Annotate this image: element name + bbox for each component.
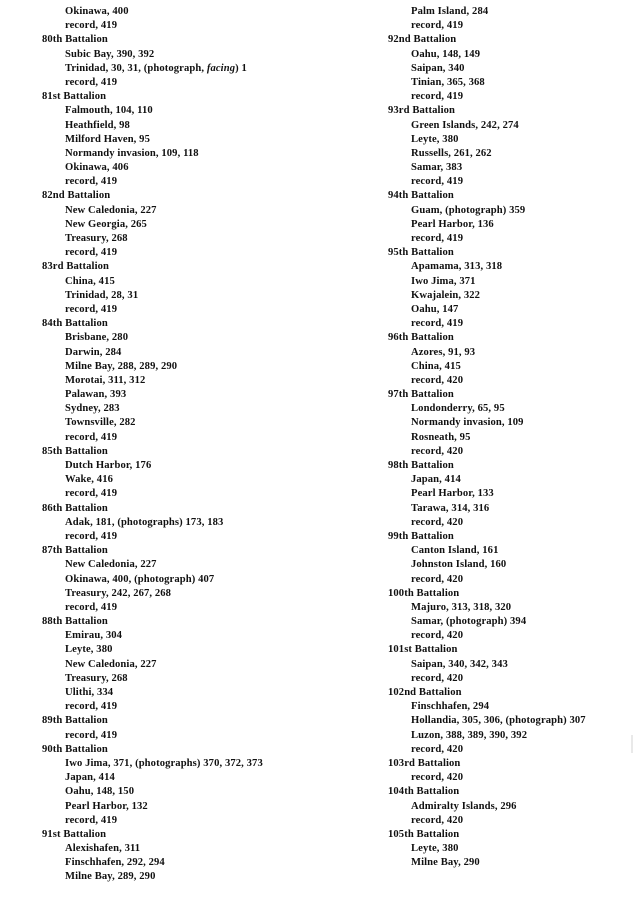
entry-text: Kwajalein, 322 [411,289,481,301]
entry-text: record, 419 [65,488,118,500]
entry-text: Admiralty Islands, 296 [411,800,517,812]
index-entry [388,5,640,19]
entry-text: Palm Island, 284 [411,6,489,17]
entry-text: Hollandia, 305, 306, (photograph) 307 [411,715,586,727]
entry-text: Brisbane, 280 [65,332,129,344]
entry-text: Dutch Harbor, 176 [65,460,152,471]
index-heading [388,587,640,601]
index-entry [42,686,342,700]
index-entry [42,587,342,601]
entry-text: 83rd Battalion [42,261,110,273]
index-entry [42,402,342,416]
entry-text: 81st Battalion [42,91,107,103]
index-entry [388,19,640,33]
index-entry [388,729,640,743]
index-entry [42,416,342,430]
index-heading [42,445,342,459]
entry-text: New Caledonia, 227 [65,658,157,670]
index-entry [388,502,640,516]
entry-text: Milford Haven, 95 [65,133,150,145]
index-entry [388,487,640,501]
index-entry [388,573,640,587]
entry-text: record, 419 [65,176,118,188]
entry-text: Milne Bay, 289, 290 [65,871,156,883]
index-entry [42,729,342,743]
index-heading [42,260,342,274]
entry-text: New Caledonia, 227 [65,204,157,216]
entry-text: Samar, (photograph) 394 [411,616,527,628]
entry-text: Milne Bay, 290 [411,857,480,869]
entry-text: Johnston Island, 160 [411,559,507,571]
entry-text: China, 415 [65,275,115,287]
index-entry [388,346,640,360]
entry-text: 101st Battalion [388,644,458,656]
entry-text: record, 420 [411,573,464,585]
entry-text: 103rd Battalion [388,757,461,769]
index-entry [388,473,640,487]
entry-text: record, 420 [411,672,464,684]
entry-text: 86th Battalion [42,502,108,514]
entry-text: record, 419 [65,247,118,259]
entry-text: record, 420 [411,445,464,457]
index-entry [388,62,640,76]
entry-text: 98th Battalion [388,460,454,471]
index-entry [388,629,640,643]
entry-text: Okinawa, 406 [65,162,129,174]
index-entry [42,147,342,161]
index-entry [42,870,342,884]
index-entry [42,757,342,771]
entry-text: record, 419 [411,176,464,188]
entry-text: Rosneath, 95 [411,431,471,443]
index-entry [42,658,342,672]
entry-text: Morotai, 311, 312 [65,374,146,386]
index-heading [42,714,342,728]
index-heading [388,530,640,544]
index-entry [388,260,640,274]
entry-text: Tarawa, 314, 316 [411,502,490,514]
index-entry [388,218,640,232]
index-entry [42,573,342,587]
index-heading [42,90,342,104]
entry-text: record, 420 [411,814,464,826]
index-entry [42,601,342,615]
entry-text: Pearl Harbor, 136 [411,218,494,230]
index-entry [388,658,640,672]
entry-text: 102nd Battalion [388,687,462,698]
entry-text: Iwo Jima, 371, (photographs) 370, 372, 373 [65,757,263,769]
index-entry [388,204,640,218]
index-entry [42,104,342,118]
index-entry [42,303,342,317]
entry-text: record, 420 [411,516,464,528]
index-entry [388,771,640,785]
index-entry [42,431,342,445]
entry-text: 91st Battalion [42,828,107,840]
entry-text: Emirau, 304 [65,630,123,642]
entry-text: Guam, (photograph) 359 [411,204,526,216]
index-heading [42,828,342,842]
index-entry [388,856,640,870]
index-entry [42,388,342,402]
index-entry [388,445,640,459]
index-entry [388,402,640,416]
entry-text: 94th Battalion [388,190,454,202]
entry-text: Treasury, 268 [65,233,128,244]
entry-text: 100th Battalion [388,587,460,599]
index-entry [388,516,640,530]
entry-text: Milne Bay, 288, 289, 290 [65,360,178,372]
entry-text: Treasury, 268 [65,672,128,684]
entry-text: New Caledonia, 227 [65,559,157,571]
index-entry [42,275,342,289]
entry-text: record, 419 [411,91,464,103]
index-heading [388,246,640,260]
index-heading [388,686,640,700]
index-heading [388,757,640,771]
index-entry [388,544,640,558]
index-entry [42,459,342,473]
scan-edge-mark [630,735,636,753]
entry-text: Apamama, 313, 318 [411,261,503,273]
index-entry [42,374,342,388]
entry-text: Samar, 383 [411,162,463,174]
index-entry [42,643,342,657]
entry-text: Subic Bay, 390, 392 [65,48,155,60]
index-entry [42,161,342,175]
entry-text: Leyte, 380 [411,843,459,855]
entry-text: Canton Island, 161 [411,545,499,557]
index-entry [42,232,342,246]
entry-text: Iwo Jima, 371 [411,275,476,287]
index-entry [388,416,640,430]
entry-text: Heathfield, 98 [65,119,130,131]
entry-text: record, 419 [411,318,464,330]
entry-text: Leyte, 380 [411,133,459,145]
index-entry [42,331,342,345]
index-entry [388,133,640,147]
index-entry [388,48,640,62]
entry-text: Green Islands, 242, 274 [411,119,519,131]
index-heading [42,743,342,757]
index-entry [42,672,342,686]
entry-text: record, 419 [65,303,118,315]
entry-text: record, 419 [65,601,118,613]
entry-text: 87th Battalion [42,545,108,557]
entry-text: Russells, 261, 262 [411,147,492,159]
entry-text: 105th Battalion [388,828,460,840]
index-entry [42,785,342,799]
index-entry [388,119,640,133]
index-entry [42,856,342,870]
entry-text: New Georgia, 265 [65,218,147,230]
index-column-left [42,5,342,885]
index-entry [388,90,640,104]
entry-text: Normandy invasion, 109, 118 [65,147,199,159]
index-entry [42,842,342,856]
entry-text: Normandy invasion, 109 [411,417,524,429]
index-entry [42,473,342,487]
index-entry [388,374,640,388]
entry-text: record, 419 [65,431,118,443]
entry-text: record, 419 [65,701,118,713]
entry-text: Treasury, 242, 267, 268 [65,587,172,599]
entry-text: Luzon, 388, 389, 390, 392 [411,729,528,741]
index-entry [388,303,640,317]
entry-text: 85th Battalion [42,445,108,457]
index-heading [388,104,640,118]
index-entry [388,601,640,615]
index-heading [42,33,342,47]
entry-text: record, 420 [411,630,464,642]
entry-text: record, 419 [65,530,118,542]
entry-text: 90th Battalion [42,743,108,755]
entry-text: record, 420 [411,374,464,386]
entry-text: 92nd Battalion [388,34,457,46]
entry-text: Okinawa, 400, (photograph) 407 [65,573,215,585]
index-entry [388,317,640,331]
entry-text: Japan, 414 [411,474,461,486]
entry-text: Japan, 414 [65,772,115,784]
entry-text: Finschhafen, 294 [411,701,490,713]
index-entry [388,615,640,629]
index-entry [42,629,342,643]
entry-text: Townsville, 282 [65,417,136,429]
entry-text: Majuro, 313, 318, 320 [411,601,512,613]
entry-text: record, 420 [411,743,464,755]
entry-text: 93rd Battalion [388,105,456,117]
index-entry [42,204,342,218]
index-entry [42,62,342,76]
entry-text: Alexishafen, 311 [65,843,141,855]
index-entry [42,76,342,90]
index-entry [42,516,342,530]
index-entry [42,133,342,147]
index-entry [42,5,342,19]
entry-text: Pearl Harbor, 133 [411,488,494,500]
entry-text: Falmouth, 104, 110 [65,105,153,117]
entry-text: Okinawa, 400 [65,6,129,17]
entry-tail-text: ) 1 [235,62,247,74]
index-entry [42,800,342,814]
entry-text: 88th Battalion [42,616,108,628]
entry-text: 84th Battalion [42,318,108,330]
index-entry [388,431,640,445]
index-column-right [388,5,640,870]
index-entry [388,76,640,90]
index-entry [42,558,342,572]
index-heading [388,828,640,842]
index-entry [388,842,640,856]
index-entry [42,289,342,303]
entry-text: 104th Battalion [388,786,460,798]
entry-text: Trinidad, 28, 31 [65,289,139,301]
entry-text: Leyte, 380 [65,644,113,656]
index-entry [388,814,640,828]
index-heading [42,544,342,558]
index-entry [388,700,640,714]
index-entry [42,700,342,714]
entry-text: 80th Battalion [42,34,108,46]
entry-text: Pearl Harbor, 132 [65,800,148,812]
index-heading [388,331,640,345]
index-entry [42,814,342,828]
index-entry [388,175,640,189]
index-entry [388,232,640,246]
index-entry [42,530,342,544]
entry-text: Ulithi, 334 [65,687,114,698]
entry-text: Oahu, 147 [411,303,459,315]
index-entry [42,246,342,260]
entry-text: 99th Battalion [388,530,454,542]
index-heading [388,189,640,203]
index-entry [42,48,342,62]
entry-text: 95th Battalion [388,247,454,259]
entry-text: Palawan, 393 [65,389,127,401]
entry-text: record, 419 [411,20,464,32]
index-entry [42,119,342,133]
index-entry [388,360,640,374]
index-entry [42,346,342,360]
entry-text: Wake, 416 [65,474,113,486]
entry-text: record, 419 [65,729,118,741]
entry-text: record, 419 [65,814,118,826]
index-heading [42,502,342,516]
index-entry [388,672,640,686]
index-entry [388,800,640,814]
entry-text: 89th Battalion [42,715,108,727]
entry-text: 97th Battalion [388,389,454,401]
entry-text: Adak, 181, (photographs) 173, 183 [65,516,224,528]
index-entry [388,558,640,572]
index-heading [42,189,342,203]
index-entry [42,360,342,374]
index-entry [388,147,640,161]
index-heading [388,388,640,402]
index-heading [388,459,640,473]
index-entry [42,487,342,501]
entry-text: Trinidad, 30, 31, (photograph, [65,62,207,74]
entry-text: Tinian, 365, 368 [411,76,485,88]
index-entry [42,19,342,33]
index-entry [388,714,640,728]
entry-text: Londonderry, 65, 95 [411,403,505,415]
entry-text: Azores, 91, 93 [411,346,476,358]
entry-text: Oahu, 148, 150 [65,786,135,798]
entry-text: record, 420 [411,772,464,784]
entry-text: Finschhafen, 292, 294 [65,857,165,869]
index-entry [42,218,342,232]
entry-text: Darwin, 284 [65,346,122,358]
entry-text: record, 419 [411,233,464,244]
index-heading [388,785,640,799]
entry-text: 82nd Battalion [42,190,111,202]
entry-text: 96th Battalion [388,332,454,344]
entry-text: Saipan, 340, 342, 343 [411,658,508,670]
index-entry [42,771,342,785]
index-heading [42,317,342,331]
entry-text: China, 415 [411,360,461,372]
index-entry [388,289,640,303]
entry-text: Saipan, 340 [411,62,465,74]
index-entry [388,275,640,289]
index-heading [388,33,640,47]
index-heading [42,615,342,629]
index-heading [388,643,640,657]
index-entry [42,175,342,189]
entry-text: record, 419 [65,20,118,32]
entry-text: Sydney, 283 [65,403,120,415]
index-entry [388,743,640,757]
entry-text: Oahu, 148, 149 [411,48,481,60]
entry-italic-text: facing [206,62,236,74]
entry-text: record, 419 [65,76,118,88]
index-entry [388,161,640,175]
